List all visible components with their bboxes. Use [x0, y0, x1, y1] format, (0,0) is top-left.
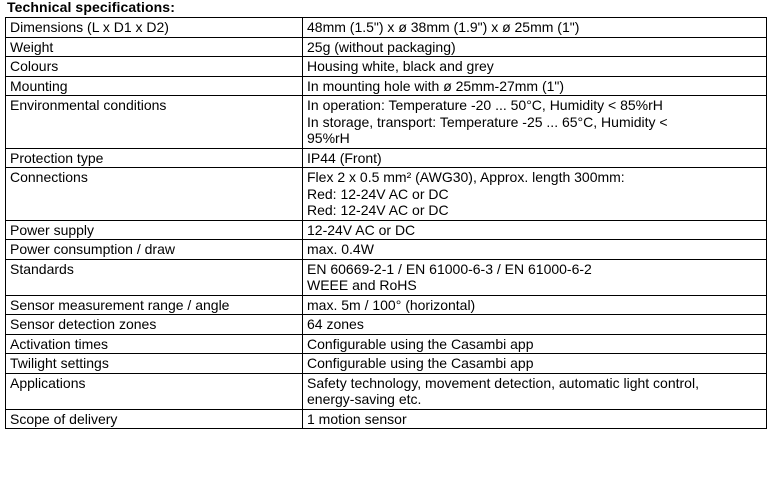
row-label: Power supply — [6, 220, 303, 240]
row-label: Standards — [6, 259, 303, 295]
table-row — [6, 334, 767, 354]
value-line: 1 motion sensor — [307, 410, 407, 427]
row-value — [303, 259, 767, 295]
value-line: Red: 12-24V AC or DC — [307, 202, 449, 218]
table-row — [6, 315, 767, 335]
value-line: 48mm (1.5") x ø 38mm (1.9") x ø 25mm (1") — [307, 19, 580, 35]
row-value — [303, 240, 767, 260]
table-row — [6, 18, 767, 38]
row-label: Activation times — [6, 334, 303, 354]
value-line: 95%rH — [307, 130, 350, 146]
value-line: Safety technology, movement detection, automatic light control, — [307, 374, 699, 391]
value-line: WEEE and RoHS — [307, 277, 417, 293]
row-value — [303, 315, 767, 335]
table-row — [6, 354, 767, 374]
value-line: 12-24V AC or DC — [307, 221, 416, 238]
value-line: Flex 2 x 0.5 mm² (AWG30), Approx. length 300mm: — [307, 169, 625, 185]
section-heading: Technical specifications: — [7, 0, 175, 15]
row-value — [303, 96, 767, 149]
table-row — [6, 259, 767, 295]
value-line: 25g (without packaging) — [307, 38, 456, 55]
row-label: Environmental conditions — [6, 96, 303, 149]
table-row — [6, 37, 767, 57]
value-line: IP44 (Front) — [307, 149, 382, 166]
specifications-table — [5, 17, 767, 429]
row-label: Twilight settings — [6, 354, 303, 374]
value-line: 64 zones — [307, 316, 364, 332]
value-line: Red: 12-24V AC or DC — [307, 185, 449, 202]
row-label: Scope of delivery — [6, 409, 303, 429]
row-label: Protection type — [6, 148, 303, 168]
row-value — [303, 354, 767, 374]
value-line: In operation: Temperature -20 ... 50°C, Humidity < 85%rH — [307, 97, 663, 113]
row-value — [303, 57, 767, 77]
row-label: Applications — [6, 373, 303, 409]
row-label: Sensor detection zones — [6, 315, 303, 335]
value-line: Housing white, black and grey — [307, 58, 494, 74]
value-line: max. 5m / 100° (horizontal) — [307, 296, 476, 313]
row-label: Colours — [6, 57, 303, 77]
table-row — [6, 240, 767, 260]
row-label: Sensor measurement range / angle — [6, 295, 303, 315]
table-row — [6, 96, 767, 149]
value-line: In storage, transport: Temperature -25 ... 65°C, Humidity < — [307, 113, 668, 130]
row-label: Dimensions (L x D1 x D2) — [6, 18, 303, 38]
row-value — [303, 168, 767, 221]
row-value — [303, 148, 767, 168]
row-label: Weight — [6, 37, 303, 57]
table-row — [6, 373, 767, 409]
row-label: Connections — [6, 168, 303, 221]
table-row — [6, 76, 767, 96]
value-line: Configurable using the Casambi app — [307, 335, 534, 352]
row-label: Mounting — [6, 76, 303, 96]
row-value — [303, 37, 767, 57]
table-row — [6, 295, 767, 315]
row-value — [303, 220, 767, 240]
table-row — [6, 57, 767, 77]
table-row — [6, 148, 767, 168]
value-line: max. 0.4W — [307, 241, 374, 257]
value-line: In mounting hole with ø 25mm-27mm (1") — [307, 77, 565, 94]
table-row — [6, 409, 767, 429]
row-value — [303, 409, 767, 429]
row-value — [303, 334, 767, 354]
value-line: EN 60669-2-1 / EN 61000-6-3 / EN 61000-6-2 — [307, 260, 592, 277]
table-row — [6, 220, 767, 240]
table-row — [6, 168, 767, 221]
row-value — [303, 18, 767, 38]
row-value — [303, 373, 767, 409]
value-line: energy-saving etc. — [307, 391, 422, 407]
row-value — [303, 76, 767, 96]
row-value — [303, 295, 767, 315]
row-label: Power consumption / draw — [6, 240, 303, 260]
value-line: Configurable using the Casambi app — [307, 355, 534, 371]
